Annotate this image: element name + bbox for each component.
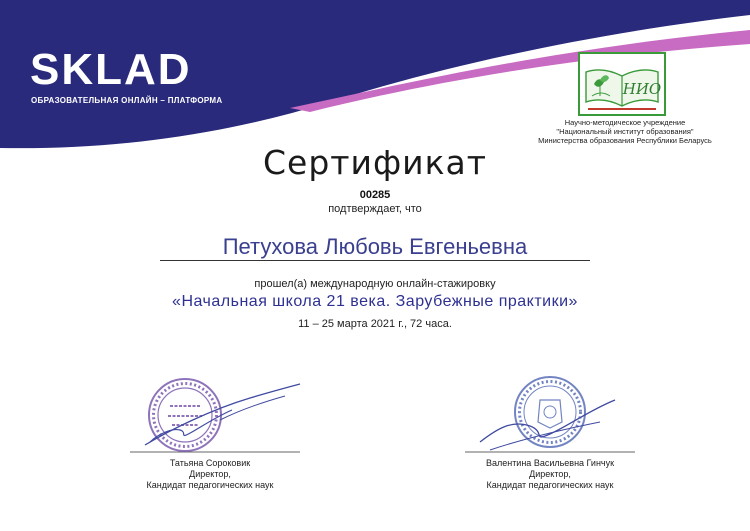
certificate-number: 00285 [359, 189, 391, 201]
brand-logo: SKLAD [30, 45, 192, 94]
course-title: «Начальная школа 21 века. Зарубежные практики» [172, 293, 578, 310]
institution-line: "Национальный институт образования" [556, 127, 694, 136]
signatory-position: Директор, [189, 469, 231, 479]
signatory-position: Директор, [529, 469, 571, 479]
svg-text:НИО: НИО [622, 80, 662, 98]
confirms-text: подтверждает, что [328, 203, 422, 215]
recipient-underline [160, 260, 590, 261]
institution-logo [578, 52, 666, 116]
signature-block-right [450, 370, 650, 500]
completed-text: прошел(а) международную онлайн-стажировку [254, 278, 496, 290]
signatory-degree: Кандидат педагогических наук [146, 480, 274, 490]
recipient-name: Петухова Любовь Евгеньевна [222, 234, 528, 259]
institution-line: Министерства образования Республики Беларусь [538, 136, 712, 145]
brand-tagline: ОБРАЗОВАТЕЛЬНАЯ ОНЛАЙН – ПЛАТФОРМА [31, 96, 223, 105]
signatory-name: Татьяна Сороковик [169, 458, 251, 468]
certificate-title: Сертификат [262, 143, 487, 182]
signatory-degree: Кандидат педагогических наук [486, 480, 614, 490]
institution-line: Научно-методическое учреждение [564, 118, 686, 127]
signature-block-left [100, 370, 320, 500]
signatory-name: Валентина Васильевна Гинчук [485, 458, 615, 468]
institution-name [530, 118, 720, 145]
course-dates: 11 – 25 марта 2021 г., 72 часа. [298, 318, 452, 330]
